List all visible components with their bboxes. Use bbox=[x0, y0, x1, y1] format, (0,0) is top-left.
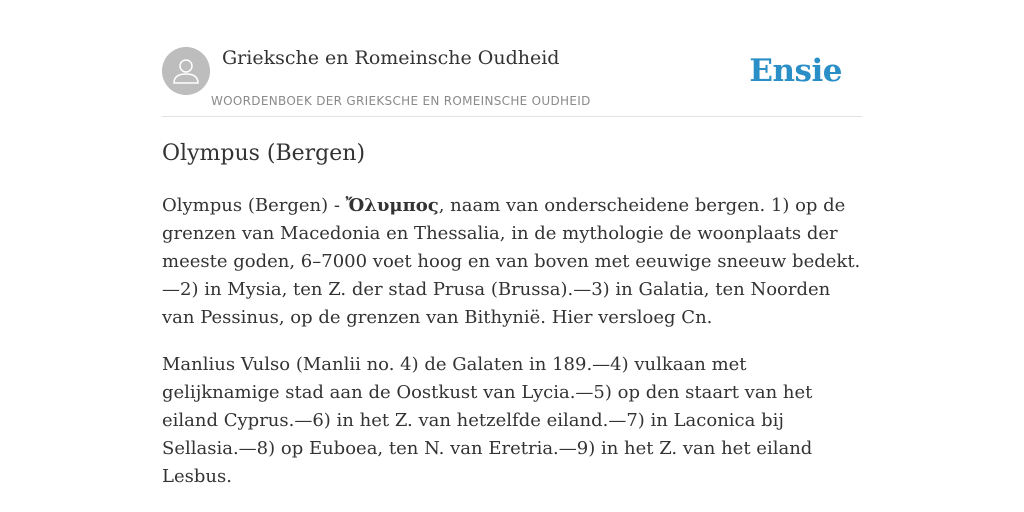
brand-logo[interactable]: Ensie bbox=[749, 53, 842, 89]
greek-term: Ὄλυμπος bbox=[345, 195, 439, 216]
source-subtitle: WOORDENBOEK DER GRIEKSCHE EN ROMEINSCHE OUDHEID bbox=[211, 94, 591, 108]
entry-body bbox=[162, 192, 864, 510]
user-avatar-icon[interactable] bbox=[162, 47, 210, 95]
header bbox=[162, 46, 862, 117]
entry-title: Olympus (Bergen) bbox=[162, 141, 366, 166]
entry-paragraph-1 bbox=[162, 192, 864, 332]
entry-lead: Olympus (Bergen) - bbox=[162, 195, 346, 216]
source-title[interactable]: Grieksche en Romeinsche Oudheid bbox=[222, 47, 560, 69]
entry-paragraph-2: Manlius Vulso (Manlii no. 4) de Galaten in 189.—4) vulkaan met gelijknamige stad aan de Oostkust van Lycia.—5) op den staart van het eiland Cyprus.—6) in het Z. van hetzelfde eiland.—7) in Laconica bij Sellasia.—8) op Euboea, ten N. van Eretria.—9) in het Z. van het eiland Lesbus. bbox=[162, 354, 813, 487]
entry-paragraph-1-text: , naam van onderscheidene bergen. 1) op de grenzen van Macedonia en Thessalia, in de mythologie de woonplaats der meeste goden, 6–7000 voet hoog en van boven met eeuwige sneeuw bedekt.—2) in Mysia, ten Z. der stad Prusa (Brussa).—3) in Galatia, ten Noorden van Pessinus, op de grenzen van Bithynië. Hier versloeg Cn. bbox=[162, 195, 861, 328]
